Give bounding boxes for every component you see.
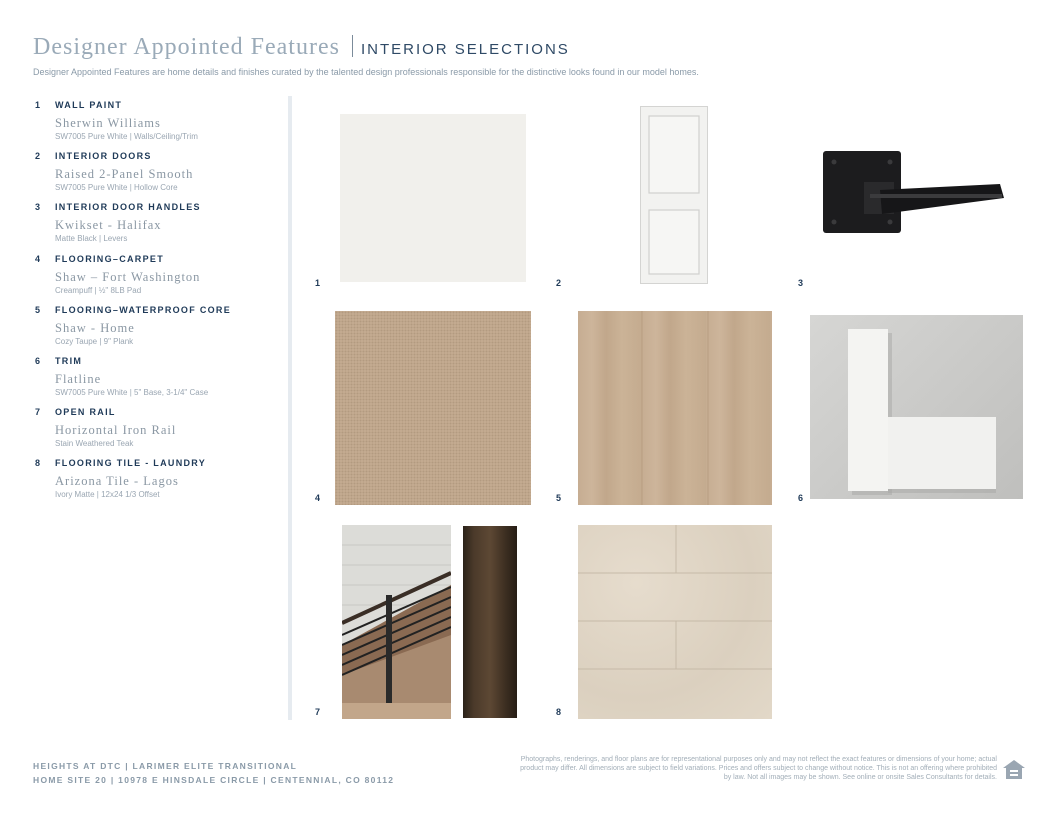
swatch-label: 3 <box>798 278 804 288</box>
swatch-label: 4 <box>315 493 321 503</box>
carpet-swatch <box>335 311 531 505</box>
swatch-label: 7 <box>315 707 321 717</box>
item-name: Shaw – Fort Washington <box>55 269 201 284</box>
swatch-label: 8 <box>556 707 562 717</box>
selection-item <box>35 458 280 509</box>
disclaimer-text: Photographs, renderings, and floor plans are for representational purposes only and may not reflect the exact features or dimensions of your home; actual product may differ. All dimensions are subject to field variations. Prices and offers subject to change without notice. This is not an offering where prohibited by law. Not all images may be shown. See online or onsite Sales Consultants for details. <box>520 756 997 781</box>
item-heading <box>35 356 280 366</box>
selection-item <box>35 305 280 356</box>
item-heading <box>35 202 280 212</box>
item-category: FLOORING–WATERPROOF CORE <box>55 304 232 315</box>
item-number: 1 <box>35 100 42 110</box>
swatch-label: 2 <box>556 278 562 288</box>
paint-swatch <box>340 114 526 282</box>
item-detail: SW7005 Pure White | Walls/Ceiling/Trim <box>55 132 198 141</box>
footer-community: HEIGHTS AT DTC | LARIMER ELITE TRANSITIONAL <box>33 761 298 771</box>
page-subtitle: INTERIOR SELECTIONS <box>360 41 570 58</box>
swatch-label: 6 <box>798 493 804 503</box>
item-number: 8 <box>35 458 42 469</box>
item-name: Kwikset - Halifax <box>55 218 162 233</box>
item-category: INTERIOR DOOR HANDLES <box>55 202 201 213</box>
item-name: Horizontal Iron Rail <box>55 423 177 438</box>
item-category: WALL PAINT <box>55 100 123 110</box>
item-heading <box>35 305 280 315</box>
item-heading <box>35 100 280 110</box>
rail-stain-sample <box>463 526 517 718</box>
equal-housing-icon <box>1002 758 1026 782</box>
footer-address <box>33 759 394 787</box>
item-category: TRIM <box>55 355 83 366</box>
footer-homesite: HOME SITE 20 | 10978 E HINSDALE CIRCLE | CENTENNIAL, CO 80112 <box>33 775 395 785</box>
selection-item <box>35 356 280 407</box>
item-detail: Creampuff | ½" 8LB Pad <box>55 285 142 295</box>
selection-item <box>35 202 280 253</box>
item-heading <box>35 458 280 468</box>
item-category: OPEN RAIL <box>55 407 116 418</box>
item-name: Raised 2-Panel Smooth <box>55 167 194 182</box>
selection-list <box>35 100 280 510</box>
trim-sample-image <box>810 315 1023 499</box>
intro-text: Designer Appointed Features are home details and finishes curated by the talented design professionals responsible for the distinctive looks found in our model homes. <box>33 67 699 77</box>
item-number: 4 <box>35 253 42 264</box>
item-number: 6 <box>35 355 42 366</box>
item-name: Flatline <box>55 371 102 386</box>
item-number: 3 <box>35 202 42 213</box>
item-category: FLOORING TILE - LAUNDRY <box>55 458 207 469</box>
item-heading <box>35 407 280 417</box>
door-image <box>640 106 708 284</box>
item-number: 7 <box>35 407 42 418</box>
item-detail: SW7005 Pure White | 5" Base, 3-1/4" Case <box>55 387 209 397</box>
selection-item <box>35 407 280 458</box>
page-title <box>33 34 570 61</box>
item-number: 2 <box>35 151 42 162</box>
item-detail: Matte Black | Levers <box>55 234 128 244</box>
wood-plank-swatch <box>578 311 772 505</box>
item-detail: SW7005 Pure White | Hollow Core <box>55 183 178 193</box>
vertical-divider <box>288 96 292 720</box>
item-category: FLOORING–CARPET <box>55 253 165 264</box>
title-divider <box>352 35 353 57</box>
lever-handle-image <box>820 146 1010 238</box>
item-name: Shaw - Home <box>55 320 135 335</box>
swatch-label: 5 <box>556 493 562 503</box>
item-heading <box>35 254 280 264</box>
tile-swatch <box>578 525 772 719</box>
item-detail: Stain Weathered Teak <box>55 439 134 449</box>
page-title-text: Designer Appointed Features <box>33 34 340 60</box>
item-name: Arizona Tile - Lagos <box>55 474 179 489</box>
iron-rail-image <box>342 525 451 719</box>
item-name: Sherwin Williams <box>55 116 161 130</box>
selection-item <box>35 151 280 202</box>
item-detail: Ivory Matte | 12x24 1/3 Offset <box>55 490 160 500</box>
swatch-label: 1 <box>315 278 321 288</box>
selection-item <box>35 100 280 151</box>
selection-item <box>35 254 280 305</box>
item-number: 5 <box>35 304 42 315</box>
item-detail: Cozy Taupe | 9" Plank <box>55 336 134 346</box>
item-category: INTERIOR DOORS <box>55 151 152 162</box>
item-heading <box>35 151 280 161</box>
